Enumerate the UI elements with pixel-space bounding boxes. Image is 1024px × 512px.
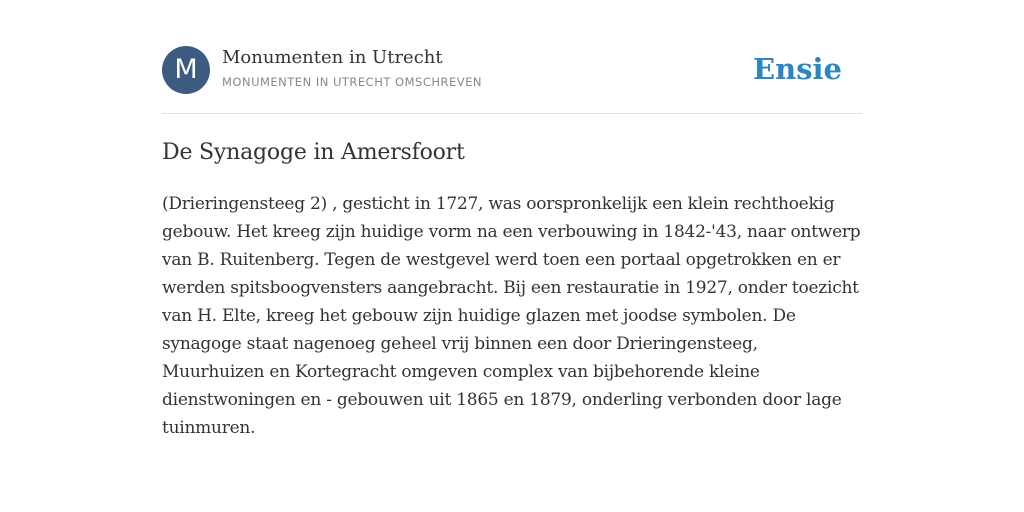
article-title: De Synagoge in Amersfoort — [162, 140, 465, 165]
article-body: (Drieringensteeg 2) , gesticht in 1727, was oorspronkelijk een klein rechthoekig gebouw. Het kreeg zijn huidige vorm na een verbouwing in 1842-'43, naar ontwerp van B. Ruitenberg. Tegen de westgevel werd toen een portaal opgetrokken en er werden spitsboogvensters aangebracht. Bij een restauratie in 1927, onder toezicht van H. Elte, kreeg het gebouw zijn huidige glazen met joodse symbolen. De synagoge staat nagenoeg geheel vrij binnen een door Drieringensteeg, Muurhuizen en Kortegracht omgeven complex van bijbehorende kleine dienstwoningen en - gebouwen uit 1865 en 1879, onderling verbonden door lage tuinmuren. — [162, 194, 861, 438]
header-divider — [162, 113, 862, 114]
ensie-logo[interactable]: Ensie — [753, 52, 842, 86]
avatar[interactable]: M — [162, 46, 210, 94]
site-subtitle: MONUMENTEN IN UTRECHT OMSCHREVEN — [222, 75, 482, 89]
page-container — [162, 0, 862, 512]
site-title[interactable]: Monumenten in Utrecht — [222, 47, 443, 68]
header — [162, 46, 862, 96]
